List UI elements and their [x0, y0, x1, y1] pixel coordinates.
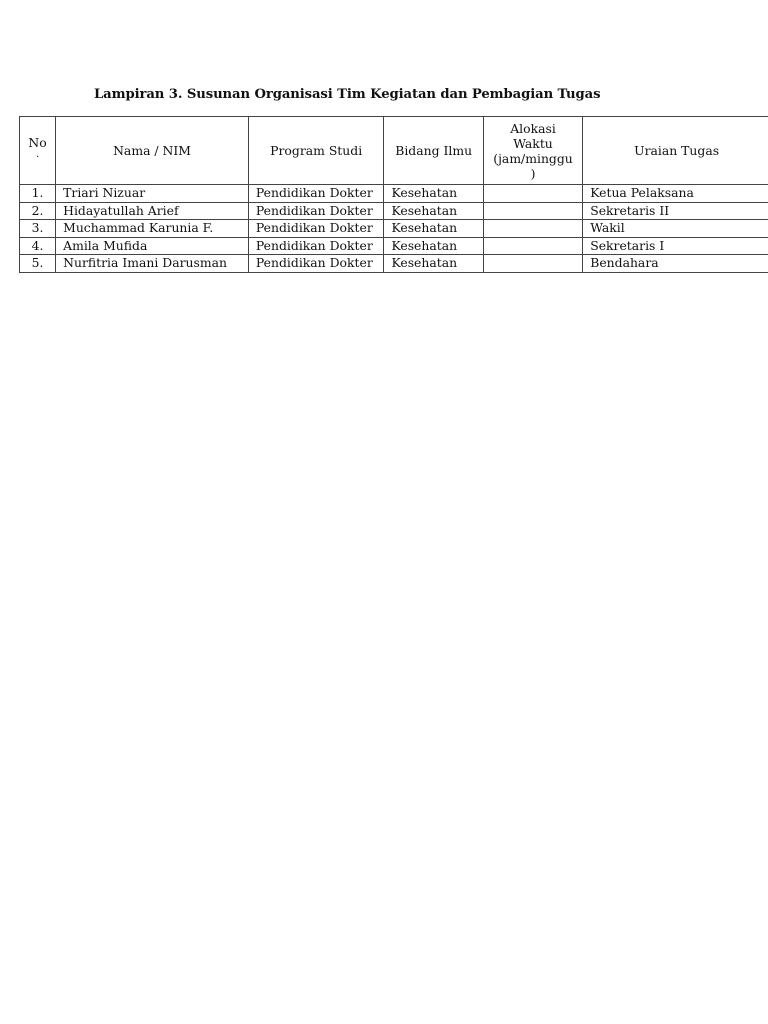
cell-alokasi-waktu — [483, 220, 582, 238]
organization-table — [19, 116, 768, 273]
cell-alokasi-waktu — [483, 255, 582, 273]
header-alokasi-waktu — [483, 117, 582, 185]
cell-alokasi-waktu — [483, 202, 582, 220]
cell-alokasi-waktu — [483, 237, 582, 255]
cell-bidang-ilmu: Kesehatan — [384, 220, 483, 238]
cell-program-studi: Pendidikan Dokter — [248, 220, 384, 238]
cell-program-studi: Pendidikan Dokter — [248, 185, 384, 203]
cell-nama: Amila Mufida — [56, 237, 249, 255]
cell-uraian-tugas: Ketua Pelaksana — [583, 185, 768, 203]
table-header-row — [20, 117, 768, 185]
page-title: Lampiran 3. Susunan Organisasi Tim Kegiatan dan Pembagian Tugas — [94, 87, 601, 102]
cell-bidang-ilmu: Kesehatan — [384, 237, 483, 255]
header-no — [20, 117, 56, 185]
header-alokasi-line2: Waktu — [513, 135, 553, 151]
cell-no: 3. — [20, 220, 56, 238]
cell-bidang-ilmu: Kesehatan — [384, 202, 483, 220]
cell-nama: Hidayatullah Arief — [56, 202, 249, 220]
cell-bidang-ilmu: Kesehatan — [384, 255, 483, 273]
cell-alokasi-waktu — [483, 185, 582, 203]
table-row — [20, 255, 768, 273]
cell-program-studi: Pendidikan Dokter — [248, 255, 384, 273]
cell-bidang-ilmu: Kesehatan — [384, 185, 483, 203]
table-row — [20, 202, 768, 220]
header-bidang-ilmu: Bidang Ilmu — [384, 117, 483, 185]
table-row — [20, 220, 768, 238]
header-no-dot: . — [35, 149, 40, 160]
cell-no: 1. — [20, 185, 56, 203]
header-alokasi-line1: Alokasi — [510, 120, 556, 136]
header-no-label: No — [28, 135, 47, 150]
cell-uraian-tugas: Sekretaris II — [583, 202, 768, 220]
header-alokasi-line3: (jam/minggu — [493, 150, 573, 166]
header-alokasi-line4: ) — [530, 165, 536, 181]
cell-program-studi: Pendidikan Dokter — [248, 237, 384, 255]
cell-nama: Muchammad Karunia F. — [56, 220, 249, 238]
header-program-studi: Program Studi — [248, 117, 384, 185]
table-row — [20, 237, 768, 255]
cell-uraian-tugas: Wakil — [583, 220, 768, 238]
cell-nama: Nurfitria Imani Darusman — [56, 255, 249, 273]
table-row — [20, 185, 768, 203]
cell-no: 5. — [20, 255, 56, 273]
cell-no: 4. — [20, 237, 56, 255]
header-uraian-tugas: Uraian Tugas — [583, 117, 768, 185]
cell-program-studi: Pendidikan Dokter — [248, 202, 384, 220]
cell-uraian-tugas: Bendahara — [583, 255, 768, 273]
cell-no: 2. — [20, 202, 56, 220]
cell-uraian-tugas: Sekretaris I — [583, 237, 768, 255]
cell-nama: Triari Nizuar — [56, 185, 249, 203]
header-nama-nim: Nama / NIM — [56, 117, 249, 185]
